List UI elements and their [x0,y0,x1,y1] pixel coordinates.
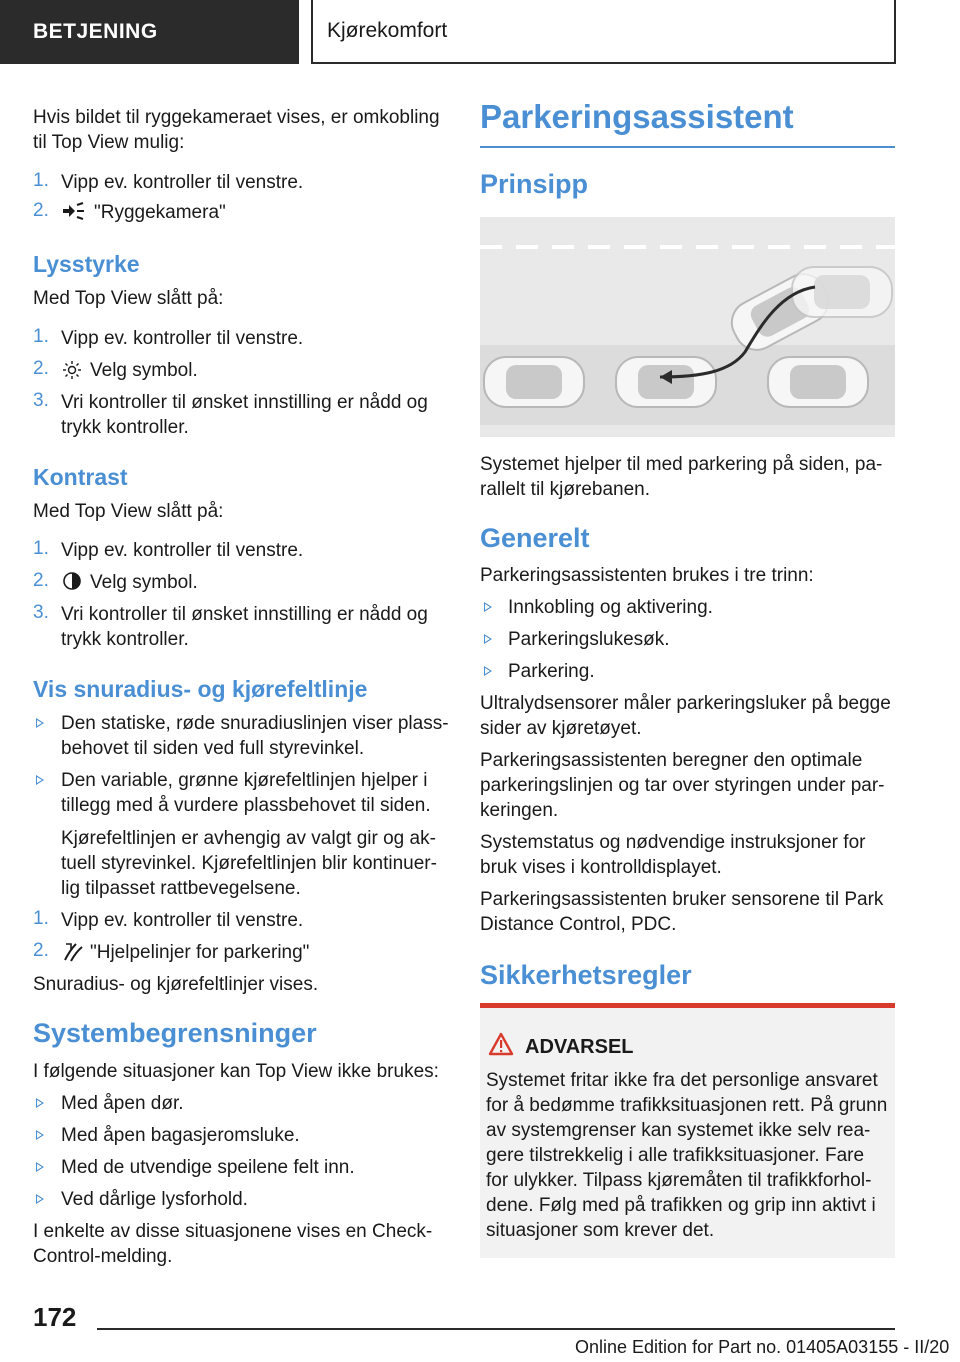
bullet-text: Parkeringslukesøk. [508,629,670,650]
bullet-triangle-icon [484,666,492,676]
bullet-text: Innkobling og aktivering. [508,597,713,618]
heading-brightness: Lysstyrke [33,251,140,277]
general-para: bruk vises i kontrolldisplayet. [480,857,722,878]
bullet-triangle-icon [36,1130,44,1140]
bullet-text: Med åpen bagasjeromsluke. [61,1125,300,1146]
limits-lead: I følgende situasjoner kan Top View ikke brukes: [33,1061,439,1082]
page-number: 172 [33,1302,77,1332]
bullet-triangle-icon [36,1162,44,1172]
step-number: 3. [33,602,49,623]
step-text: Vipp ev. kontroller til venstre. [61,910,304,931]
general-para: sider av kjøretøyet. [480,718,642,739]
contrast-lead: Med Top View slått på: [33,501,224,522]
parking-lines-icon [62,940,84,962]
warning-triangle-icon [488,1032,514,1056]
step-number: 2. [33,358,49,379]
step-text: trykk kontroller. [61,629,189,650]
warning-text: av systemgrenser kan systemet ikke selv rea- [486,1120,871,1141]
chapter-tab [311,0,896,64]
caption-text: Systemet hjelper til med parkering på siden, pa- [480,454,883,475]
title-rule [480,146,895,148]
general-lead: Parkeringsassistenten brukes i tre trinn: [480,565,814,586]
brightness-lead: Med Top View slått på: [33,288,224,309]
bullet-triangle-icon [36,718,44,728]
edition-text: Online Edition for Part no. 01405A03155 - II/20 [575,1337,950,1357]
result-text: Snuradius- og kjørefeltlinjer vises. [33,974,319,995]
brightness-icon [62,360,82,380]
section-tab [0,0,299,64]
bullet-text: Med de utvendige speilene felt inn. [61,1157,355,1178]
intro-line-2: til Top View mulig: [33,132,185,153]
warning-title: ADVARSEL [525,1036,634,1058]
warning-box [480,1003,895,1258]
footer-rule [97,1328,895,1330]
page-title: Parkeringsassistent [480,98,794,135]
rear-camera-icon [61,201,85,221]
general-para: Parkeringsassistenten beregner den optimale [480,750,863,771]
step-text: Velg symbol. [90,572,198,593]
bullet-triangle-icon [36,1098,44,1108]
warning-text: Systemet fritar ikke fra det personlige ansvaret [486,1070,878,1091]
step-number: 2. [33,940,49,961]
warning-text: situasjoner som krever det. [486,1220,715,1241]
step-number: 1. [33,908,49,929]
section-label: BETJENING [33,20,158,43]
limits-outro: I enkelte av disse situasjonene vises en Check- [33,1221,433,1242]
intro-line-1: Hvis bildet til ryggekameraet vises, er omkobling [33,107,440,128]
step-text: Vipp ev. kontroller til venstre. [61,328,304,349]
heading-lines: Vis snuradius- og kjørefeltlinje [33,676,368,702]
parked-car-middle [616,357,716,407]
step-text: Vipp ev. kontroller til venstre. [61,540,304,561]
bullet-triangle-icon [36,775,44,785]
bullet-text: Ved dårlige lysforhold. [61,1189,248,1210]
heading-contrast: Kontrast [33,464,128,490]
parked-car-right [768,357,868,407]
chapter-label: Kjørekomfort [327,19,448,42]
general-para: Distance Control, PDC. [480,914,677,935]
bullet-text: behovet til siden ved full styrevinkel. [61,738,365,759]
note-text: Kjørefeltlinjen er avhengig av valgt gir og ak- [61,828,436,849]
general-para: Parkeringsassistenten bruker sensorene til Park [480,889,884,910]
step-text: Vri kontroller til ønsket innstilling er nådd og [61,604,428,625]
heading-limits: Systembegrensninger [33,1018,317,1048]
bullet-triangle-icon [484,634,492,644]
step-text: Velg symbol. [90,360,198,381]
caption-text: rallelt til kjørebanen. [480,479,651,500]
general-para: Ultralydsensorer måler parkeringsluker på begge [480,693,891,714]
step-text: Vipp ev. kontroller til venstre. [61,172,304,193]
bullet-triangle-icon [484,602,492,612]
step-text: "Hjelpelinjer for parkering" [90,942,310,963]
bullet-text: Parkering. [508,661,595,682]
step-number: 2. [33,570,49,591]
warning-text: for å bedømme trafikksituasjonen rett. På grunn [486,1095,888,1116]
contrast-icon [62,571,82,591]
warning-text: for ulykker. Tilpass kjøremåten til trafikkforhol- [486,1170,872,1191]
heading-general: Generelt [480,523,590,553]
step-number: 1. [33,326,49,347]
heading-principle: Prinsipp [480,169,589,199]
bullet-triangle-icon [36,1194,44,1204]
step-number: 2. [33,200,49,221]
step-number: 1. [33,538,49,559]
heading-safety: Sikkerhetsregler [480,960,692,990]
note-text: lig tilpasset rattbevegelsene. [61,878,301,899]
ghost-car [792,267,892,317]
bullet-text: tillegg med å vurdere plassbehovet til siden. [61,795,431,816]
step-text: trykk kontroller. [61,417,189,438]
warning-text: dene. Følg med på trafikken og grip inn aktivt i [486,1195,876,1216]
note-text: tuell styrevinkel. Kjørefeltlinjen blir kontinuer- [61,853,437,874]
bullet-text: Med åpen dør. [61,1093,184,1114]
limits-outro: Control-melding. [33,1246,173,1267]
step-text: "Ryggekamera" [94,202,226,223]
step-number: 3. [33,390,49,411]
warning-text: gere tilstrekkelig i alle trafikksituasjoner. Fare [486,1145,865,1166]
bullet-text: Den statiske, røde snuradiuslinjen viser plass- [61,713,449,734]
parked-car-left [484,357,584,407]
parking-illustration [480,217,895,437]
step-text: Vri kontroller til ønsket innstilling er nådd og [61,392,428,413]
bullet-text: Den variable, grønne kjørefeltlinjen hjelper i [61,770,428,791]
general-para: Systemstatus og nødvendige instruksjoner for [480,832,866,853]
general-para: keringen. [480,800,559,821]
general-para: parkeringslinjen og tar over styringen under par- [480,775,885,796]
step-number: 1. [33,170,49,191]
